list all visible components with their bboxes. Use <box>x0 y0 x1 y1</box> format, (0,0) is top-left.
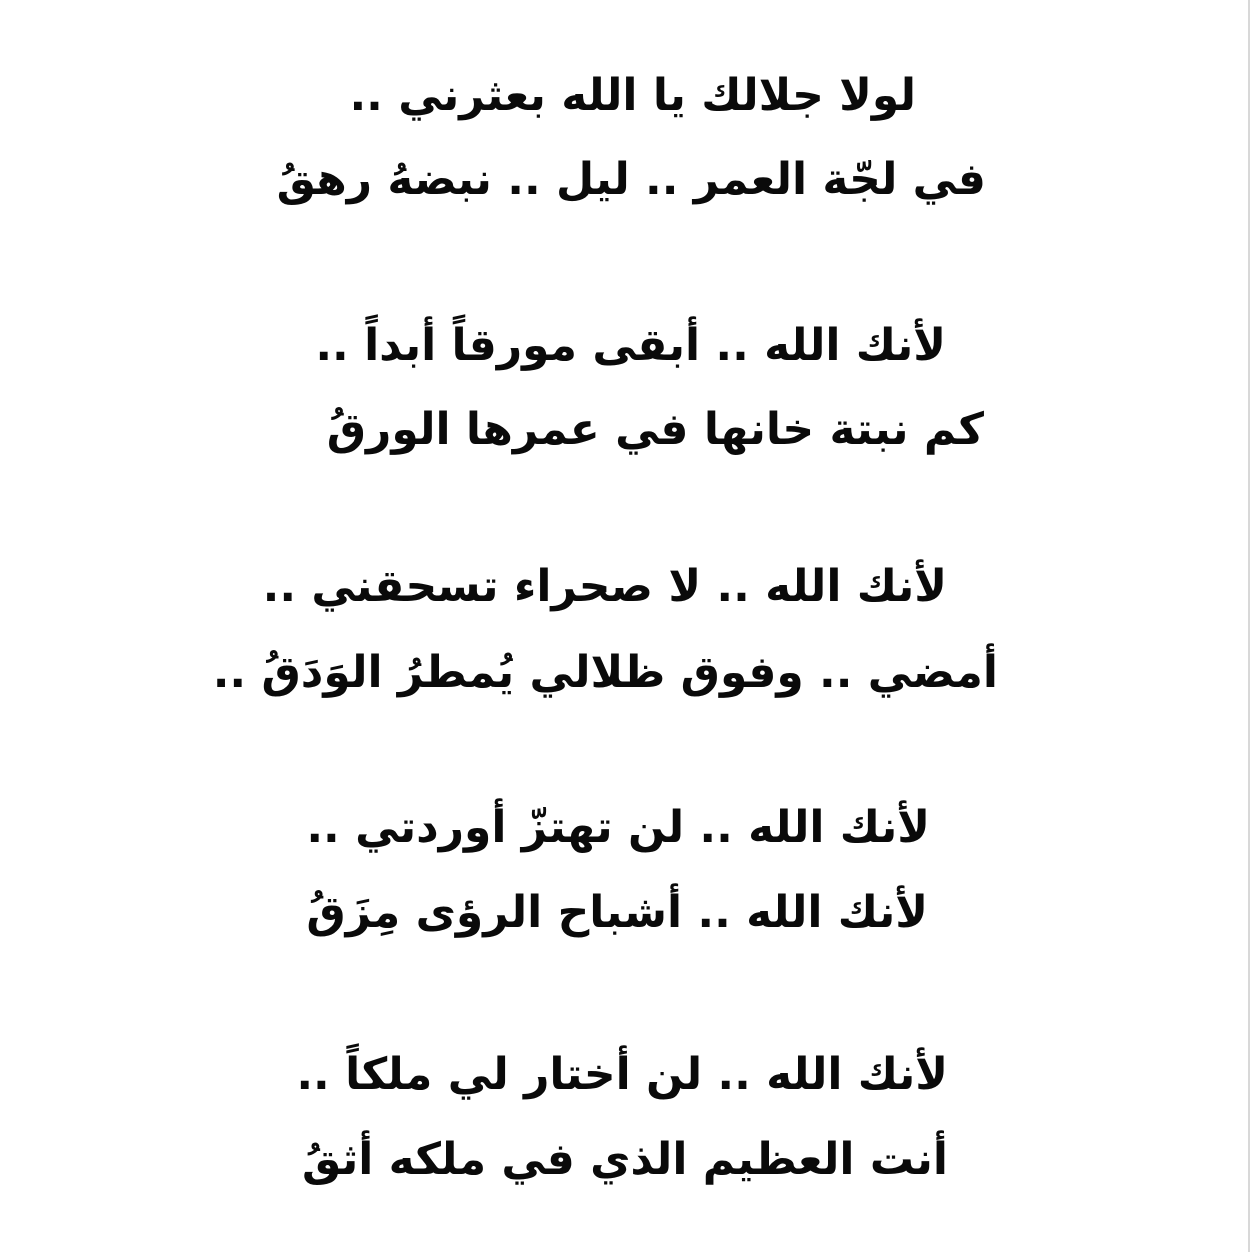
stanza-5-line-1: لأنك الله .. لن أختار لي ملكاً .. <box>296 1049 948 1100</box>
stanza-3-line-1: لأنك الله .. لا صحراء تسحقني .. <box>262 561 947 612</box>
stanza-1-line-1: لولا جلالك يا الله بعثرني .. <box>349 70 916 121</box>
stanza-3-line-2: أمضي .. وفوق ظلالي يُمطرُ الوَدَقُ .. <box>212 647 998 698</box>
stanza-2-line-2: كم نبتة خانها في عمرها الورقُ <box>326 404 984 455</box>
stanza-4-line-1: لأنك الله .. لن تهتزّ أوردتي .. <box>306 802 930 853</box>
stanza-4-line-2: لأنك الله .. أشباح الرؤى مِزَقُ <box>306 887 928 938</box>
stanza-5-line-2: أنت العظيم الذي في ملكه أثقُ <box>302 1134 948 1185</box>
stanza-1-line-2: في لجّة العمر .. ليل .. نبضهُ رهقُ <box>276 154 986 205</box>
stanza-2-line-1: لأنك الله .. أبقى مورقاً أبداً .. <box>315 320 946 371</box>
